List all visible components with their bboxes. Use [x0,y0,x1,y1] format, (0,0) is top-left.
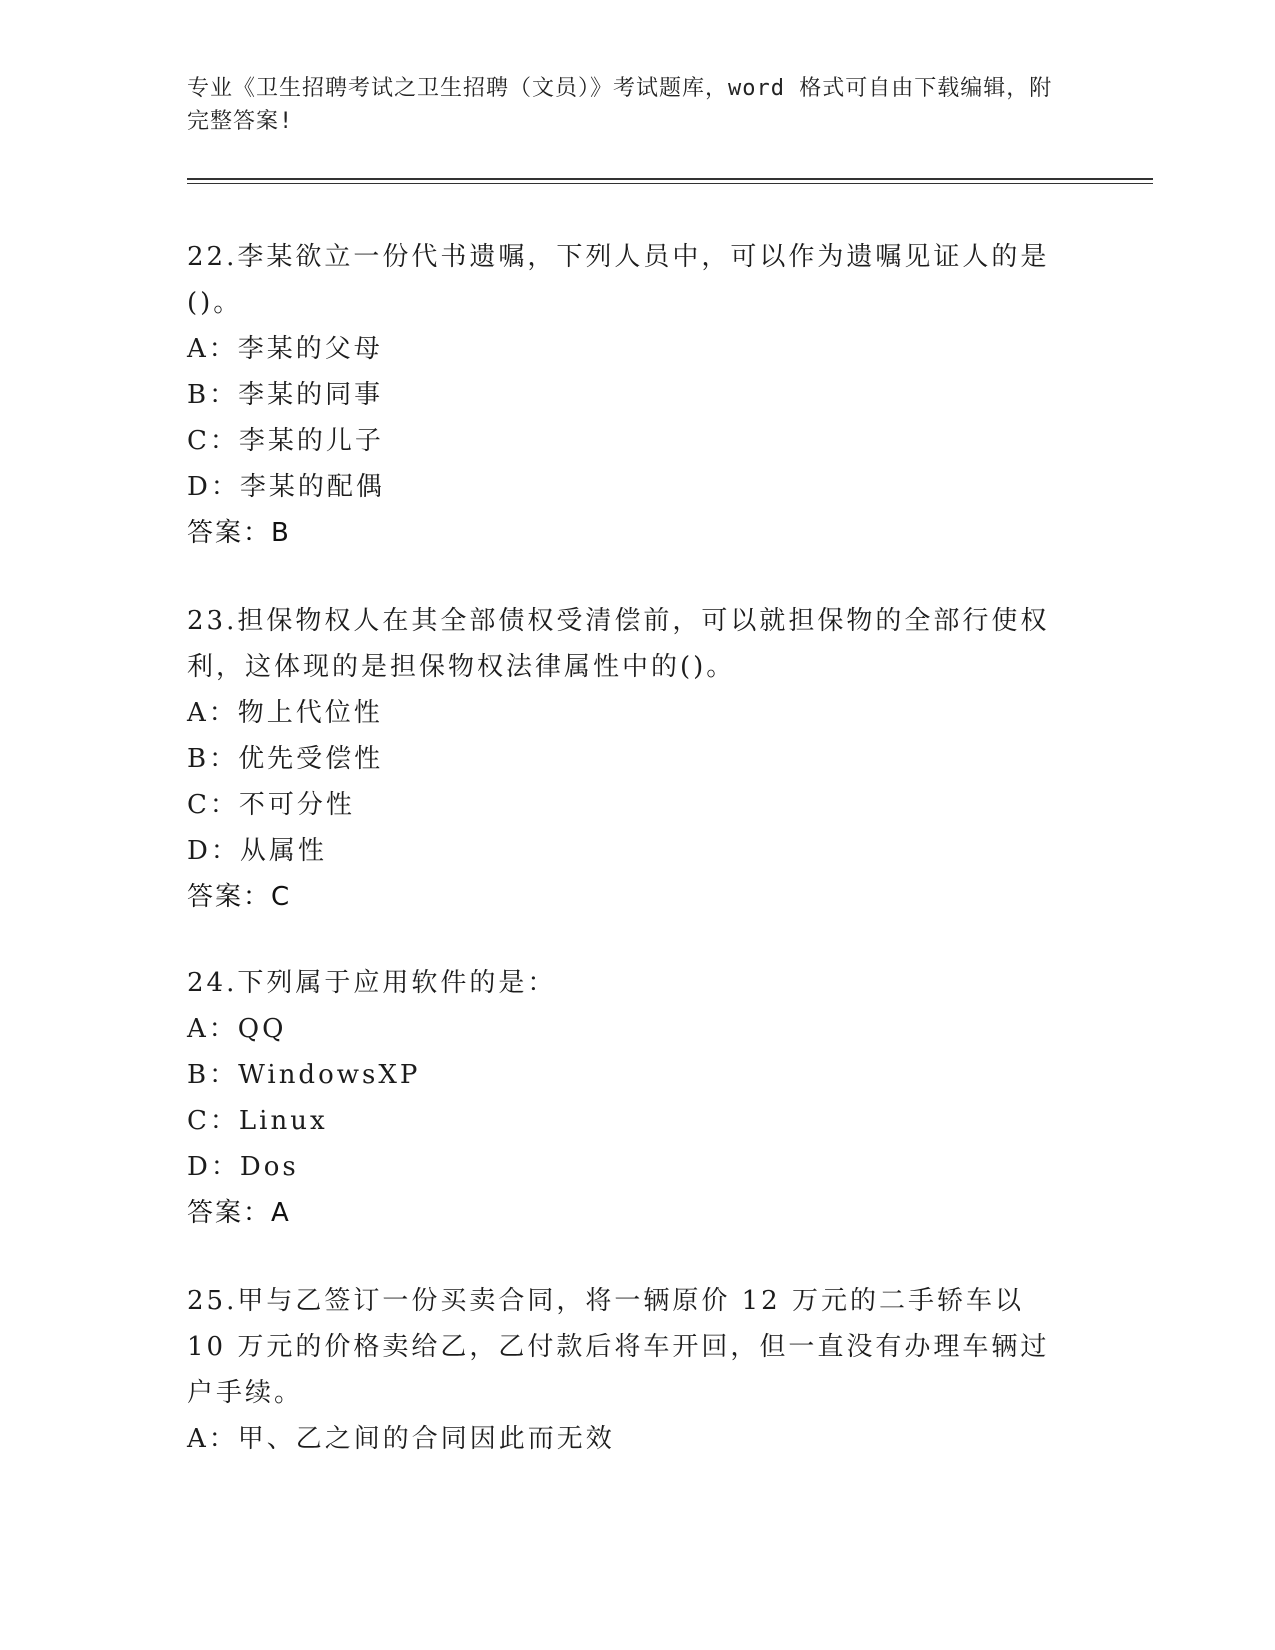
question-stem: 23.担保物权人在其全部债权受清偿前，可以就担保物的全部行使权利，这体现的是担保物权法律属性中的()。 [187,606,1050,682]
document-header: 专业《卫生招聘考试之卫生招聘（文员）》考试题库，word 格式可自由下载编辑，附完整答案! [187,76,1053,134]
option-b: B：李某的同事 [187,380,384,410]
answer-line: 答案：A [187,1198,291,1228]
question-stem: 24.下列属于应用软件的是： [187,968,557,998]
option-a: A：甲、乙之间的合同因此而无效 [187,1424,615,1454]
option-b: B：WindowsXP [187,1060,421,1090]
option-a: A：QQ [187,1014,287,1044]
question-25 [187,1278,1067,1462]
question-stem: 22.李某欲立一份代书遗嘱，下列人员中，可以作为遗嘱见证人的是()。 [187,242,1050,318]
answer-line: 答案：B [187,518,291,548]
option-a: A：李某的父母 [187,334,383,364]
header-divider-bottom [187,183,1153,184]
option-b: B：优先受偿性 [187,744,384,774]
header-divider-top [187,178,1153,180]
option-d: D：从属性 [187,836,327,866]
option-c: C：不可分性 [187,790,355,820]
option-d: D：李某的配偶 [187,472,385,502]
question-23 [187,598,1067,920]
option-c: C：Linux [187,1106,328,1136]
question-24 [187,960,1067,1236]
question-22 [187,234,1067,556]
answer-line: 答案：C [187,882,292,912]
option-c: C：李某的儿子 [187,426,384,456]
option-d: D：Dos [187,1152,299,1182]
question-stem: 25.甲与乙签订一份买卖合同，将一辆原价 12 万元的二手轿车以 10 万元的价格卖给乙，乙付款后将车开回，但一直没有办理车辆过户手续。 [187,1286,1050,1408]
option-a: A：物上代位性 [187,698,383,728]
